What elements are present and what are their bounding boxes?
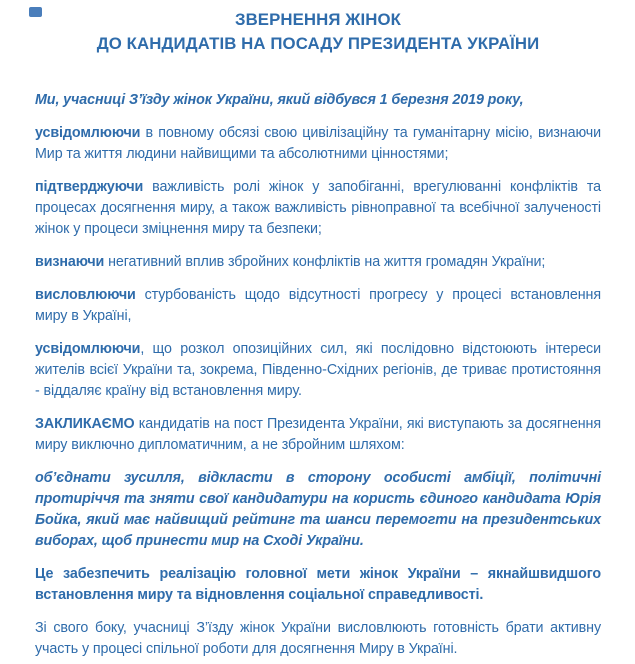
clause-text: , що розкол опозиційних сил, які послідовно відстоюють інтереси жителів всієї України та, зокрема, Південно-Східних регіонів, де триває протистояння - віддаляє країну від встановлення миру. — [35, 341, 601, 399]
clause-paragraph-considering-mission — [35, 123, 601, 165]
intro-paragraph: Ми, учасниці З’їзду жінок України, який відбувся 1 березня 2019 року, — [35, 92, 524, 108]
closing-paragraph: Зі свого боку, учасниці З’їзду жінок України висловлюють готовність брати активну участь у процесі спільної роботи для досягнення Миру в Україні. — [35, 620, 601, 657]
clause-text: негативний вплив збройних конфліктів на життя громадян України; — [104, 254, 546, 270]
clause-text: важливість ролі жінок у запобіганні, врегулюванні конфліктів та процесах досягнення миру, а також важливість рівноправної та всебічної залученості жінок у процеси зміцнення миру та безпеки; — [35, 179, 601, 237]
document-title — [35, 8, 601, 56]
clause-lead: підтверджуючи — [35, 179, 144, 195]
clause-paragraph-confirming-role — [35, 177, 601, 240]
clause-paragraph-expressing-concern — [35, 285, 601, 327]
document-title-line2: ДО КАНДИДАТІВ НА ПОСАДУ ПРЕЗИДЕНТА УКРАЇНИ — [96, 34, 540, 53]
clause-paragraph-opposition-split — [35, 339, 601, 402]
document-title-line1: ЗВЕРНЕННЯ ЖІНОК — [234, 10, 402, 29]
clause-text: в повному обсязі свою цивілізаційну та гуманітарну місію, визнаючи Мир та життя людини найвищими та абсолютними цінностями; — [35, 125, 601, 162]
clause-lead: усвідомлюючи — [35, 125, 141, 141]
clause-lead: усвідомлюючи — [35, 341, 141, 357]
clause-paragraph-recognizing-impact — [35, 252, 601, 273]
clause-text: стурбованість щодо відсутності прогресу у процесі встановлення миру в Україні, — [35, 287, 601, 324]
clause-lead: визнаючи — [35, 254, 105, 270]
clause-lead: висловлюючи — [35, 287, 136, 303]
clause-lead: ЗАКЛИКАЄМО — [35, 416, 135, 432]
clause-text: кандидатів на пост Президента України, які виступають за досягнення миру виключно дипломатичним, а не збройним шляхом: — [35, 416, 601, 453]
clause-paragraph-call-to-candidates — [35, 414, 601, 456]
corner-mark — [29, 7, 42, 17]
demand-paragraph: об’єднати зусилля, відкласти в сторону особисті амбіції, політичні протиріччя та зняти свої кандидатури на користь єдиного кандидата Юрія Бойка, який має найвищий рейтинг та шанси перемогти на президентських виборах, щоб принести мир на Сході України. — [35, 470, 601, 549]
result-paragraph: Це забезпечить реалізацію головної мети жінок України – якнайшвидшого встановлення миру та відновлення соціальної справедливості. — [35, 566, 601, 603]
